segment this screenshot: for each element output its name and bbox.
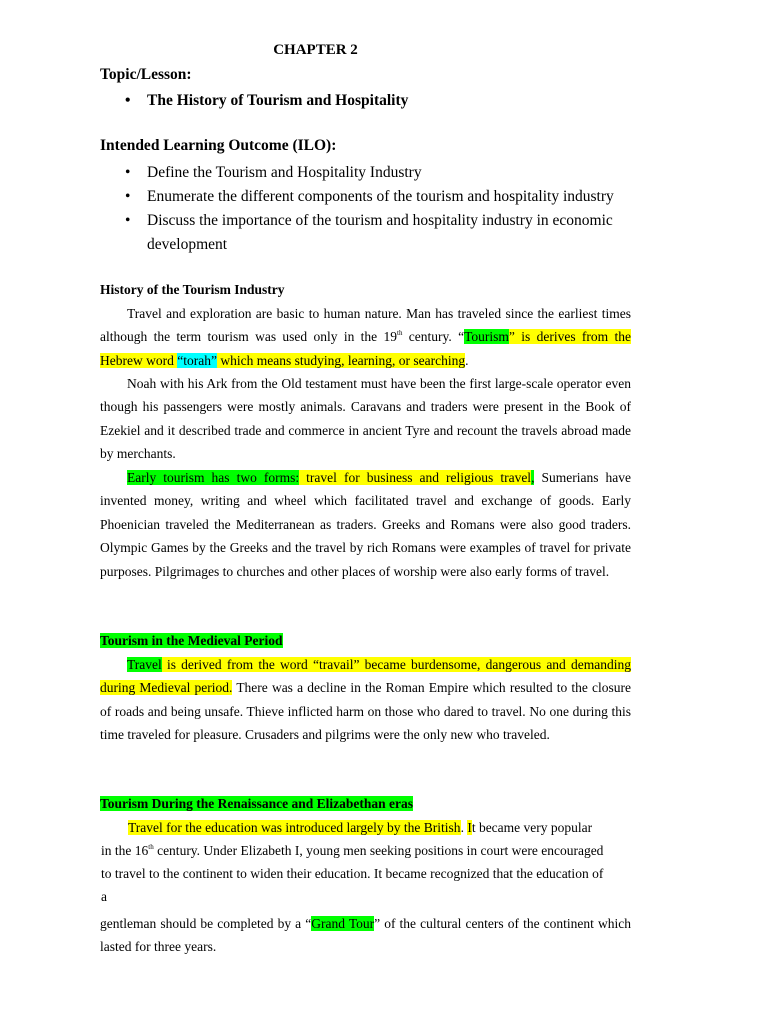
ilo-item-2: • Enumerate the different components of the tourism and hospitality industry [147, 185, 614, 209]
topic-item: • The History of Tourism and Hospitality [147, 89, 408, 113]
ilo-item-3: • Discuss the importance of the tourism and hospitality industry in economic [147, 209, 613, 233]
renaissance-line-4: a [101, 889, 107, 904]
ilo-item-1: • Define the Tourism and Hospitality Industry [147, 161, 422, 185]
chapter-title: CHAPTER 2 [273, 42, 358, 58]
bullet-icon: • [125, 188, 131, 205]
medieval-heading: Tourism in the Medieval Period [100, 633, 283, 648]
highlight-torah: “torah” [177, 352, 217, 368]
bullet-icon: • [125, 164, 131, 181]
ilo-item-3-cont: development [147, 236, 228, 253]
highlight-tourism: Tourism [464, 329, 509, 345]
bullet-icon: • [125, 92, 131, 109]
renaissance-line-2: in the 16th century. Under Elizabeth I, young men seeking positions in court were encouraged [101, 843, 604, 858]
history-paragraph-3: Early tourism has two forms: travel for business and religious travel, Sumerians have invented money, writing and wheel which facilitated travel and exchange of goods. Early Phoenician traveled the Mediterranean as traders. Greeks and Romans were also good traders. Olympic Games by the Greeks and the travel by rich Romans were examples of travel for private purposes. Pilgrimages to churches and other places of worship were also early forms of travel. [100, 470, 631, 579]
bullet-icon: • [125, 212, 131, 229]
renaissance-paragraph-2: gentleman should be completed by a “Grand Tour” of the cultural centers of the continent which lasted for three years. [100, 916, 632, 955]
renaissance-line-1: Travel for the education was introduced largely by the British. It became very popular [128, 820, 593, 835]
ilo-label: Intended Learning Outcome (ILO): [100, 137, 337, 154]
topic-label: Topic/Lesson: [100, 66, 192, 83]
highlight-grand-tour: Grand Tour [311, 916, 375, 931]
renaissance-heading: Tourism During the Renaissance and Elizabethan eras [100, 796, 414, 811]
highlight-two-forms: Early tourism has two forms: [127, 470, 300, 485]
medieval-paragraph: Travel is derived from the word “travail” became burdensome, dangerous and demanding during Medieval period. There was a decline in the Roman Empire which resulted to the closure of roads and being unsafe. Thieve inflicted harm on those who dared to travel. No one during this time traveled for pleasure. Crusaders and pilgrims were the only new who traveled. [100, 657, 631, 743]
history-paragraph-1: Travel and exploration are basic to human nature. Man has traveled since the earliest times although the term tourism was used only in the 19th century. “Tourism” is derives from the Hebrew word “torah” which means studying, learning, or searching. [100, 306, 631, 368]
renaissance-line-3: to travel to the continent to widen their education. It became recognized that the education of [101, 866, 604, 881]
history-heading: History of the Tourism Industry [100, 282, 285, 297]
history-paragraph-2: Noah with his Ark from the Old testament must have been the first large-scale operator even though his passengers were mostly animals. Caravans and traders were present in the Book of Ezekiel and it described trade and commerce in ancient Tyre and recount the travels abroad made by merchants. [100, 376, 631, 462]
